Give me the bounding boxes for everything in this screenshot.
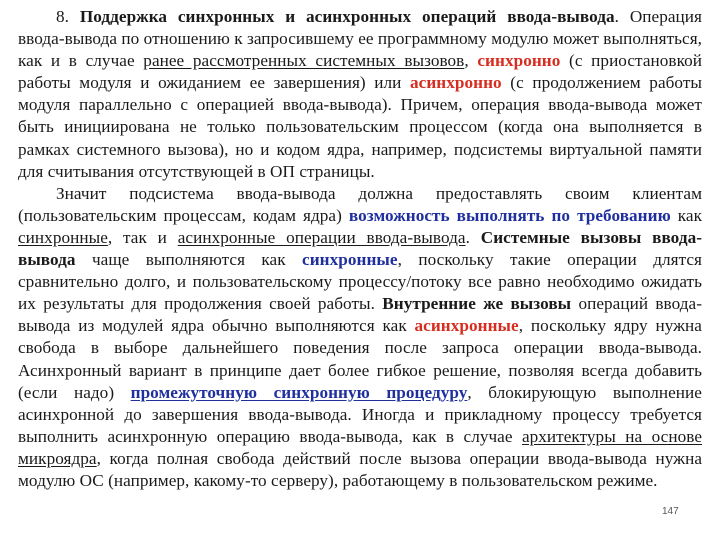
text-run: операций ввода-вывода из модулей ядра обычно выполняются как — [18, 294, 702, 336]
text-run: как — [670, 205, 702, 225]
paragraph-io-subsystem — [18, 183, 702, 492]
link-async-operations[interactable]: асинхронные операции ввода-вывода — [177, 227, 466, 247]
term-system-calls: Системные вызовы ввода-вывода — [18, 227, 702, 270]
term-asynchronously: асинхронно — [410, 73, 502, 93]
term-synchronously: синхронно — [477, 51, 561, 71]
term-synchronous: синхронные — [302, 250, 398, 270]
text-run: . Операция ввода-вывода по отношению к запросившему ее программному модулю может выполняться, как и в случае — [18, 7, 702, 71]
section-heading: Поддержка синхронных и асинхронных операций ввода-вывода — [79, 7, 615, 26]
link-previous-syscalls[interactable]: ранее рассмотренных системных вызовов — [143, 51, 465, 71]
link-microkernel-architecture[interactable]: архитектуры на основе микроядра — [18, 426, 702, 468]
text-run: , поскольку ядру нужна свобода в выборе дальнейшего поведения после запроса операции ввода-вывода. Асинхронный вариант в принципе дает более гибкое решение, позволяя всегда добавить (если надо) — [18, 316, 702, 402]
term-on-demand-capability: возможность выполнять по требованию — [348, 205, 671, 225]
text-run: Значит подсистема ввода-вывода должна предоставлять своим клиентам (пользовательским процессам, кодам ядра) — [18, 183, 702, 225]
text-run: , блокирующую выполнение асинхронной до завершения ввода-вывода. Иногда и прикладному процессу требуется выполнить асинхронную операцию ввода-вывода, как в случае — [18, 382, 702, 446]
term-intermediate-sync-procedure: промежуточную синхронную процедуру — [130, 382, 468, 402]
text-run: (с приостановкой работы модуля и ожиданием ее завершения) или — [18, 51, 702, 93]
paragraph-sync-async-intro — [18, 6, 702, 183]
text-run: , так и — [107, 227, 178, 247]
text-run: . — [465, 227, 481, 247]
text-run: (с продолжением работы модуля параллельно с операцией ввода-вывода). Причем, операция ввода-вывода может быть инициирована не только пользовательским процессом (когда она выполняется в рамках системного вызова), но и кодом ядра, например, подсистемы виртуальной памяти для считывания отсутствующей в ОП страницы. — [18, 73, 703, 181]
text-run: , — [464, 51, 478, 71]
term-asynchronous: асинхронные — [414, 316, 519, 336]
text-run: , когда полная свобода действий после вызова операции ввода-вывода нужна модулю ОС (например, какому-то серверу), работающему в пользовательском режиме. — [18, 448, 702, 490]
term-internal-calls: Внутренние же вызовы — [382, 294, 572, 314]
text-run: , поскольку такие операции длятся сравнительно долго, и пользовательскому процессу/потоку все равно необходимо ожидать их результаты для продолжения своей работы. — [18, 250, 702, 314]
page-number: 147 — [662, 506, 679, 517]
text-run: чаще выполняются как — [75, 250, 303, 270]
section-number: 8. — [56, 7, 80, 26]
link-sync-operations[interactable]: синхронные — [18, 227, 108, 247]
